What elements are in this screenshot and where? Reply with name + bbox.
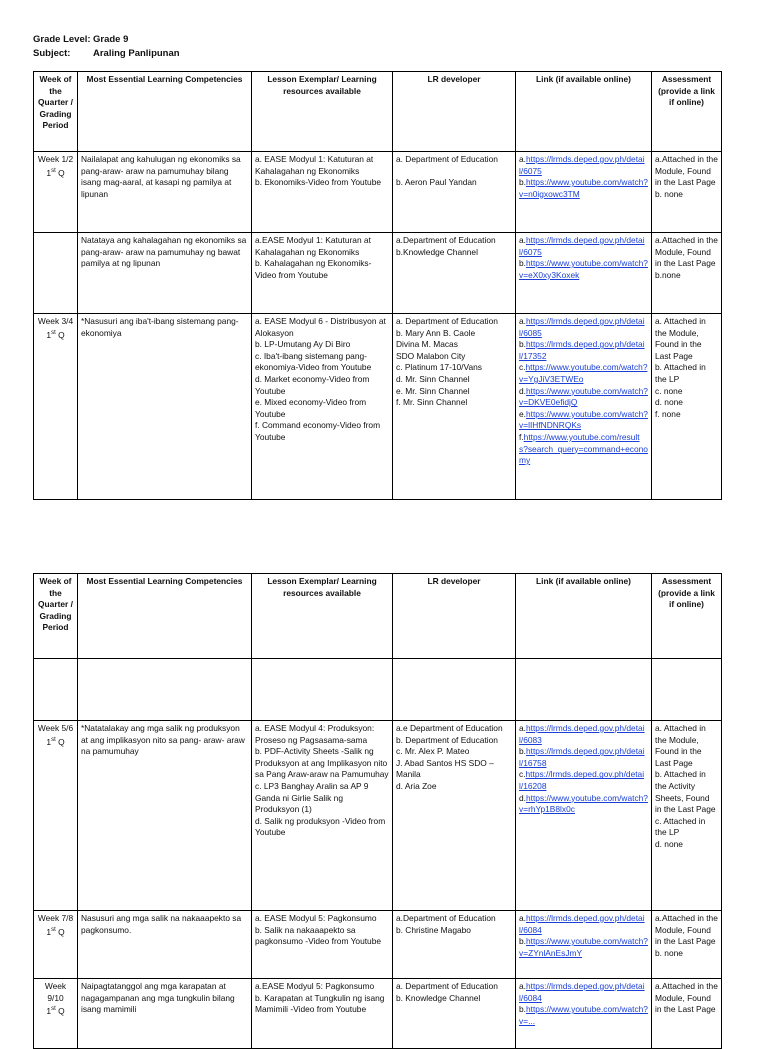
resource-link[interactable]: b.https://lrmds.deped.gov.ph/detail/17352 (519, 339, 645, 361)
resource-link[interactable]: e.https://www.youtube.com/watch?v=lIHfNDNRQKs (519, 408, 648, 431)
resource-link[interactable]: a.https://lrmds.deped.gov.ph/detail/6075 (519, 154, 645, 176)
week-cell (34, 314, 78, 500)
resource-link[interactable]: d.https://www.youtube.com/watch?v=DKVE0efidjQ (519, 385, 648, 408)
table-row (34, 721, 722, 911)
week-label: Week 9/10 (44, 981, 67, 1003)
grade-level-label: Grade Level: (33, 34, 91, 45)
resource-link[interactable]: f.https://www.youtube.com/results?search_query=command+economy (519, 431, 648, 466)
lr-developer-cell (393, 659, 516, 721)
column-header-lr-developer: LR developer (393, 574, 516, 659)
melc-cell: Nasusuri ang mga salik na nakaaapekto sa pagkonsumo. (78, 911, 252, 979)
lesson-cell: a. EASE Modyul 1: Katuturan at Kahalagahan ng Ekonomiks b. Ekonomiks-Video from Youtube (252, 152, 393, 233)
empty-table-row (34, 659, 722, 721)
week-cell (34, 659, 78, 721)
lesson-cell: a.EASE Modyul 1: Katuturan at Kahalagahan ng Ekonomiks b. Kahalagahan ng Ekonomiks- Video from Youtube (252, 233, 393, 314)
week-cell (34, 152, 78, 233)
link-cell (516, 659, 652, 721)
resource-link[interactable]: a.https://lrmds.deped.gov.ph/detail/6084 (519, 981, 645, 1003)
assessment-cell: a.Attached in the Module, Found in the Last Page b.none (652, 233, 722, 314)
lr-developer-cell: a.e Department of Education b. Department of Education c. Mr. Alex P. Mateo J. Abad Santos HS SDO – Manila d. Aria Zoe (393, 721, 516, 911)
subject-row (33, 47, 180, 61)
quarter-label: 1st Q (46, 736, 65, 747)
resource-link[interactable]: b.https://www.youtube.com/watch?v=ZYnlAnEsJmY (519, 936, 648, 958)
column-header-melc: Most Essential Learning Competencies (78, 574, 252, 659)
quarter-label: 1st Q (46, 167, 65, 178)
quarter-label: 1st Q (46, 329, 65, 340)
column-header-link: Link (if available online) (516, 72, 652, 152)
column-header-lesson: Lesson Exemplar/ Learning resources available (252, 574, 393, 659)
competency-table-1 (33, 71, 722, 500)
resource-link[interactable]: a.https://lrmds.deped.gov.ph/detail/6085 (519, 316, 645, 338)
assessment-cell: a.Attached in the Module, Found in the Last Page b. none (652, 911, 722, 979)
melc-cell: Naipagtatanggol ang mga karapatan at nagagampanan ang mga tungkulin bilang isang mamimili (78, 979, 252, 1049)
table-row (34, 152, 722, 233)
week-label: Week 3/4 (37, 316, 74, 326)
week-cell (34, 979, 78, 1049)
resource-link[interactable]: b.https://lrmds.deped.gov.ph/detail/16758 (519, 746, 645, 768)
resource-link[interactable]: c.https://lrmds.deped.gov.ph/detail/16208 (519, 769, 645, 791)
lr-developer-cell: a. Department of Education b. Aeron Paul Yandan (393, 152, 516, 233)
week-label: Week 5/6 (37, 723, 74, 733)
link-cell (516, 314, 652, 500)
melc-cell (78, 659, 252, 721)
document-header (33, 33, 180, 61)
grade-level-value: Grade 9 (93, 34, 129, 45)
link-cell (516, 721, 652, 911)
assessment-cell: a. Attached in the Module, Found in the Last Page b. Attached in the LP c. none d. none f. none (652, 314, 722, 500)
resource-link[interactable]: a.https://lrmds.deped.gov.ph/detail/6075 (519, 235, 645, 257)
lr-developer-cell: a. Department of Education b. Mary Ann B. Caole Divina M. Macas SDO Malabon City c. Platinum 17-10/Vans d. Mr. Sinn Channel e. Mr. Sinn Channel f. Mr. Sinn Channel (393, 314, 516, 500)
assessment-cell: a. Attached in the Module, Found in the Last Page b. Attached in the Activity Sheets, Found in the Last Page c. Attached in the LP d. none (652, 721, 722, 911)
grade-level-row (33, 33, 180, 47)
column-header-week: Week of the Quarter / Grading Period (34, 574, 78, 659)
melc-cell: *Natatalakay ang mga salik ng produksyon at ang implikasyon nito sa pang- araw- araw na pamumuhay (78, 721, 252, 911)
lr-developer-cell: a.Department of Education b.Knowledge Channel (393, 233, 516, 314)
column-header-link: Link (if available online) (516, 574, 652, 659)
week-cell (34, 233, 78, 314)
assessment-cell: a.Attached in the Module, Found in the Last Page b. none (652, 152, 722, 233)
quarter-label: 1st Q (46, 1005, 65, 1016)
table-row (34, 233, 722, 314)
column-header-assessment: Assessment (provide a link if online) (652, 574, 722, 659)
link-cell (516, 979, 652, 1049)
lr-developer-cell: a.Department of Education b. Christine Magabo (393, 911, 516, 979)
table-header-row (34, 574, 722, 659)
lesson-cell: a. EASE Modyul 4: Produksyon: Proseso ng Pagsasama-sama b. PDF-Activity Sheets -Salik ng Produksyon at ang Implikasyon nito sa Pang Araw-araw na Pamumuhay c. LP3 Banghay Aralin sa AP 9 Ganda ni Girlie Salik ng Produksyon (1) d. Salik ng produksyon -Video from Youtube (252, 721, 393, 911)
table-row (34, 911, 722, 979)
melc-cell: Nailalapat ang kahulugan ng ekonomiks sa pang-araw- araw na pamumuhay bilang isang mag-aaral, at kasapi ng pamilya at lipunan (78, 152, 252, 233)
competency-table-2 (33, 573, 722, 1049)
lesson-cell: a. EASE Modyul 5: Pagkonsumo b. Salik na nakaaapekto sa pagkonsumo -Video from Youtube (252, 911, 393, 979)
week-label: Week 1/2 (37, 154, 74, 164)
lesson-cell: a.EASE Modyul 5: Pagkonsumo b. Karapatan at Tungkulin ng isang Mamimili -Video from Youtube (252, 979, 393, 1049)
table-row (34, 314, 722, 500)
week-cell (34, 911, 78, 979)
resource-link[interactable]: b.https://www.youtube.com/watch?v=n0igxowc3TM (519, 177, 648, 199)
column-header-week: Week of the Quarter / Grading Period (34, 72, 78, 152)
column-header-melc: Most Essential Learning Competencies (78, 72, 252, 152)
link-cell (516, 911, 652, 979)
subject-value: Araling Panlipunan (93, 48, 180, 59)
week-label: Week 7/8 (37, 913, 74, 923)
lesson-cell: a. EASE Modyul 6 - Distribusyon at Alokasyon b. LP-Umutang Ay Di Biro c. Iba't-ibang sistemang pang-ekonomiya-Video from Youtube d. Market economy-Video from Youtube e. Mixed economy-Video from Youtube f. Command economy-Video from Youtube (252, 314, 393, 500)
link-cell (516, 233, 652, 314)
table-header-row (34, 72, 722, 152)
lesson-cell (252, 659, 393, 721)
resource-link[interactable]: a.https://lrmds.deped.gov.ph/detail/6084 (519, 913, 645, 935)
table-row (34, 979, 722, 1049)
subject-label: Subject: (33, 48, 71, 59)
melc-cell: Natataya ang kahalagahan ng ekonomiks sa pang-araw- araw na pamumuhay ng bawat pamilya at ng lipunan (78, 233, 252, 314)
quarter-label: 1st Q (46, 926, 65, 937)
link-cell (516, 152, 652, 233)
resource-link[interactable]: a.https://lrmds.deped.gov.ph/detail/6083 (519, 723, 645, 745)
resource-link[interactable]: b.https://www.youtube.com/watch?v=... (519, 1004, 648, 1026)
column-header-lesson: Lesson Exemplar/ Learning resources available (252, 72, 393, 152)
column-header-lr-developer: LR developer (393, 72, 516, 152)
melc-cell: *Nasusuri ang iba't-ibang sistemang pang-ekonomiya (78, 314, 252, 500)
resource-link[interactable]: d.https://www.youtube.com/watch?v=rhYp1B8lx0c (519, 792, 648, 815)
assessment-cell (652, 659, 722, 721)
resource-link[interactable]: b.https://www.youtube.com/watch?v=eX0xy3Koxek (519, 258, 648, 280)
column-header-assessment: Assessment (provide a link if online) (652, 72, 722, 152)
week-cell (34, 721, 78, 911)
lr-developer-cell: a. Department of Education b. Knowledge Channel (393, 979, 516, 1049)
resource-link[interactable]: c.https://www.youtube.com/watch?v=YgJiV3ETWEo (519, 362, 648, 384)
assessment-cell: a.Attached in the Module, Found in the Last Page (652, 979, 722, 1049)
